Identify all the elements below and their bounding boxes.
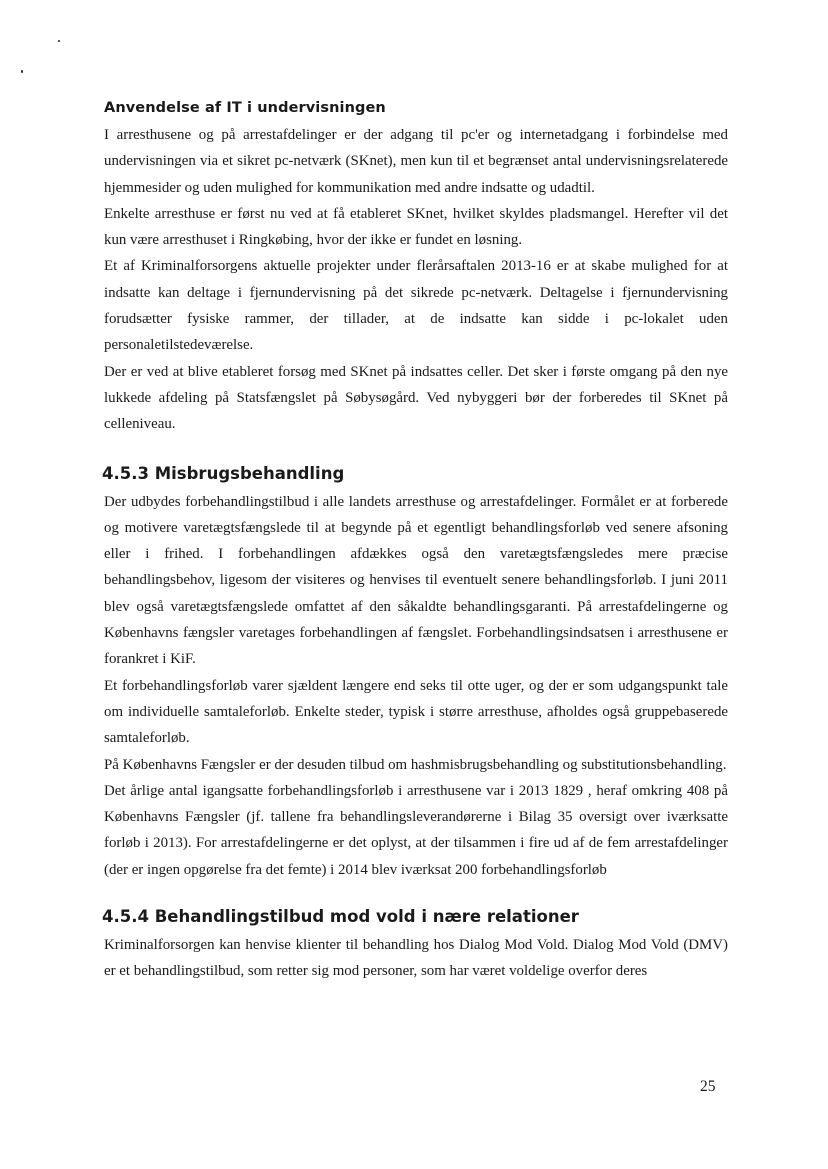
page-content xyxy=(104,100,728,985)
scan-speck xyxy=(21,70,23,73)
page-number: 25 xyxy=(700,1078,716,1095)
paragraph: Kriminalforsorgen kan henvise klienter til behandling hos Dialog Mod Vold. Dialog Mod Vold (DMV) er et behandlingstilbud, som retter sig mod personer, som har været voldelige overfor deres xyxy=(104,937,728,980)
paragraph: Der udbydes forbehandlingstilbud i alle landets arresthuse og arrestafdelinger. Formålet er at forberede og motivere varetægtsfængslede til at begynde på et egentligt behandlingsforløb ved senere afsoning eller i frihed. I forbehandlingen afdækkes også den varetægtsfængsledes mere præcise behandlingsbehov, ligesom der visiteres og henvises til eventuelt senere behandlingsforløb. I juni 2011 blev også varetægtsfængslede omfattet af den såkaldte behandlingsgaranti. På arrestafdelingerne og Københavns fængsler varetages forbehandlingen af fængslet. Forbehandlingsindsatsen i arresthusene er forankret i KiF. xyxy=(104,493,728,668)
paragraph: Et af Kriminalforsorgens aktuelle projekter under flerårsaftalen 2013-16 er at skabe mulighed for at indsatte kan deltage i fjernundervisning på det sikrede pc-netværk. Deltagelse i fjernundervisning forudsætter fysiske rammer, der tillader, at de indsatte kan sidde i pc-lokalet uden personaletilstedeværelse. xyxy=(104,258,728,354)
paragraph: Det årlige antal igangsatte forbehandlingsforløb i arresthusene var i 2013 1829 , heraf omkring 408 på Københavns Fængsler (jf. tallene fra behandlingsleverandørerne i Bilag 35 oversigt over iværksatte forløb i 2013). For arrestafdelingerne er det oplyst, at der tilsammen i fire ud af de fem arrestafdelinger (der er ingen opgørelse fra det femte) i 2014 blev iværksat 200 forbehandlingsforløb xyxy=(104,782,728,878)
paragraph: I arresthusene og på arrestafdelinger er der adgang til pc'er og internetadgang i forbindelse med undervisningen via et sikret pc-netværk (SKnet), men kun til et begrænset antal undervisningsrelaterede hjemmesider og uden mulighed for kommunikation med andre indsatte og udadtil. xyxy=(104,127,728,196)
scan-speck xyxy=(58,40,60,42)
paragraph: Enkelte arresthuse er først nu ved at få etableret SKnet, hvilket skyldes pladsmangel. Herefter vil det kun være arresthuset i Ringkøbing, hvor der ikke er fundet en løsning. xyxy=(104,205,728,249)
section-heading-misbrugsbehandling: 4.5.3 Misbrugsbehandling xyxy=(102,463,345,483)
paragraph: Der er ved at blive etableret forsøg med SKnet på indsattes celler. Det sker i første omgang på den nye lukkede afdeling på Statsfængslet på Søbysøgård. Ved nybyggeri bør der forberedes til SKnet på celleniveau. xyxy=(104,363,728,433)
subsection-heading-it: Anvendelse af IT i undervisningen xyxy=(104,100,386,116)
paragraph: Et forbehandlingsforløb varer sjældent længere end seks til otte uger, og der er som udgangspunkt tale om individuelle samtaleforløb. Enkelte steder, typisk i større arresthuse, afholdes også gruppebaserede samtaleforløb. xyxy=(104,677,728,747)
paragraph: På Københavns Fængsler er der desuden tilbud om hashmisbrugsbehandling og substitutionsbehandling. xyxy=(104,756,727,773)
section-heading-vold: 4.5.4 Behandlingstilbud mod vold i nære relationer xyxy=(102,907,579,927)
